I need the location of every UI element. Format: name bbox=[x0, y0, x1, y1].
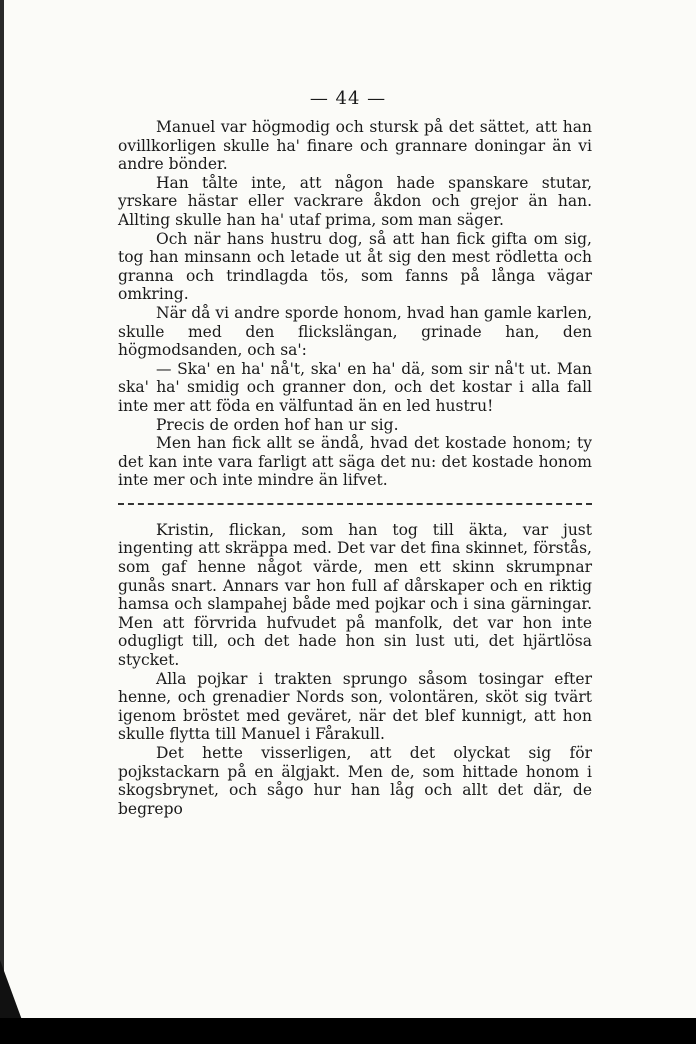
scan-bottom-border bbox=[0, 1018, 696, 1044]
page-corner-shadow bbox=[0, 960, 22, 1020]
paragraph: Det hette visserligen, att det olyckat sig för pojkstackarn på en älgjakt. Men de, som hittade honom i skogsbrynet, och sågo hur han låg och allt det där, de begrepo bbox=[118, 744, 592, 818]
paragraph: Manuel var högmodig och stursk på det sättet, att han ovillkorligen skulle ha' finare och grannare doningar än vi andre bönder. bbox=[118, 118, 592, 174]
section-divider bbox=[118, 503, 592, 524]
page-number: — 44 — bbox=[309, 88, 387, 109]
paragraph: När då vi andre sporde honom, hvad han gamle karlen, skulle med den flickslängan, grinade han, den högmodsanden, och sa': bbox=[118, 303, 592, 360]
paragraph: Kristin, flickan, som han tog till äkta, var just ingenting att skräppa med. Det var det fina skinnet, förstås, som gaf henne något värde, men ett skinn skrumpnar gunås snart. Annars var hon full af dårskaper och en riktig hamsa och slampahej både med pojkar och i sina gärningar. Men att förvrida hufvudet på manfolk, det var hon inte odugligt till, och det hade hon sin lust uti, det hjärtlösa stycket. bbox=[118, 520, 592, 670]
paragraph: Men han fick allt se ändå, hvad det kostade honom; ty det kan inte vara farligt att säga det nu: det kostade honom inte mer och inte mindre än lifvet. bbox=[118, 434, 592, 490]
paragraph: Han tålte inte, att någon hade spanskare stutar, yrskare hästar eller vackrare åkdon och grejor än han. Allting skulle han ha' utaf prima, som man säger. bbox=[118, 173, 592, 229]
paragraph: Och när hans hustru dog, så att han fick gifta om sig, tog han minsann och letade ut åt sig den mest rödletta och granna och trindlagda tös, som fanns på långa vägar omkring. bbox=[118, 229, 592, 304]
paragraph: Precis de orden hof han ur sig. bbox=[156, 415, 399, 434]
body-text bbox=[118, 118, 592, 818]
paragraph: — Ska' en ha' nå't, ska' en ha' dä, som sir nå't ut. Man ska' ha' smidig och granner don, och det kostar i alla fall inte mer att föda en välfuntad än en led hustru! bbox=[118, 359, 592, 415]
page-left-edge bbox=[0, 0, 4, 1010]
paragraph: Alla pojkar i trakten sprungo såsom tosingar efter henne, och grenadier Nords son, volontären, sköt sig tvärt igenom bröstet med geväret, när det blef kunnigt, att hon skulle flytta till Manuel i Fårakull. bbox=[118, 669, 592, 744]
